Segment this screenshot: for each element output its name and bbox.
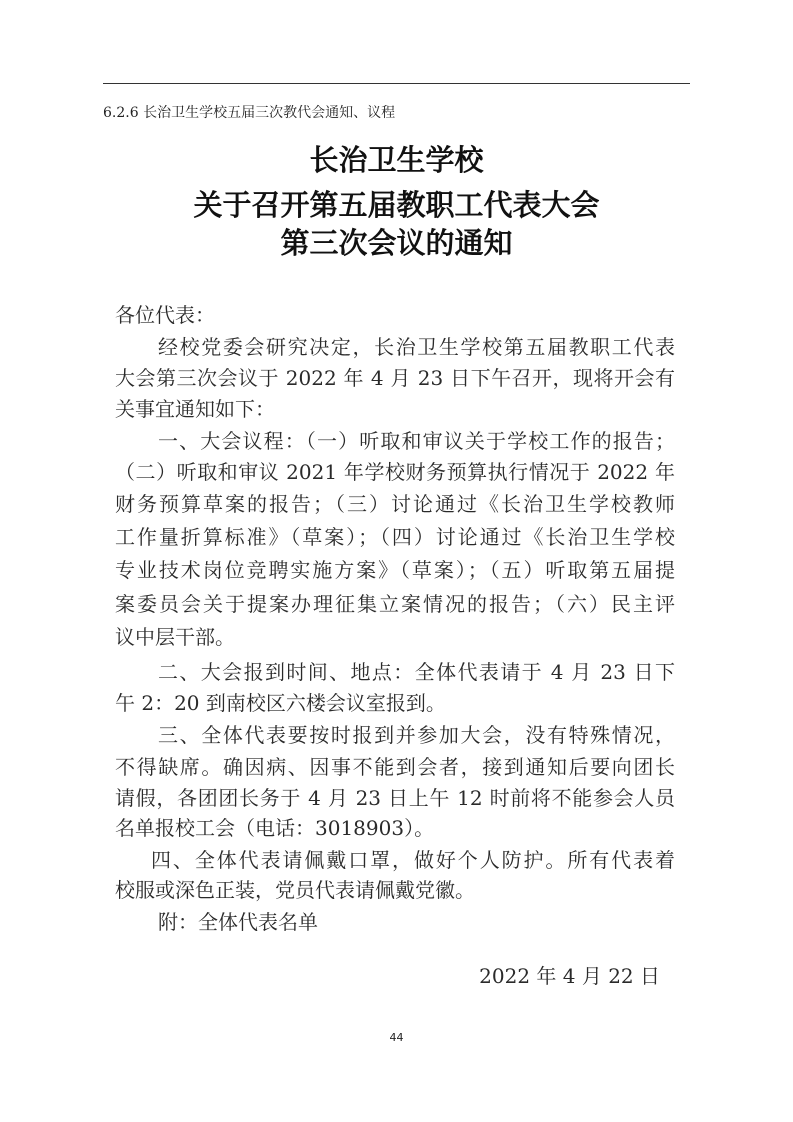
title-line-school: 长治卫生学校	[309, 143, 484, 177]
issue-date: 2022 年 4 月 22 日	[479, 964, 660, 988]
body-line: 请假，各团团长务于 4 月 23 日上午 12 时前将不能参会人员	[115, 786, 675, 810]
body-line: 议中层干部。	[115, 625, 235, 649]
header-rule	[103, 83, 690, 84]
agenda-item-3: 三、全体代表要按时报到并参加大会，没有特殊情况，	[158, 723, 675, 747]
agenda-item-4: 四、全体代表请佩戴口罩，做好个人防护。所有代表着	[151, 848, 675, 872]
title-line-notice: 第三次会议的通知	[280, 226, 513, 260]
body-line: 名单报校工会（电话：3018903）。	[115, 816, 435, 840]
title-line-subject: 关于召开第五届教职工代表大会	[193, 188, 600, 222]
body-line: （二）听取和审议 2021 年学校财务预算执行情况于 2022 年	[115, 460, 675, 484]
agenda-item-1: 一、大会议程：（一）听取和审议关于学校工作的报告；	[158, 429, 675, 453]
body-line: 大会第三次会议于 2022 年 4 月 23 日下午召开，现将开会有	[115, 366, 675, 390]
body-line: 关事宜通知如下：	[115, 397, 275, 421]
section-heading: 6.2.6 长治卫生学校五届三次教代会通知、议程	[103, 105, 396, 121]
body-line: 工作量折算标准》（草案）；（四）讨论通过《长治卫生学校	[115, 525, 675, 549]
body-line: 午 2：20 到南校区六楼会议室报到。	[115, 691, 446, 715]
body-line: 案委员会关于提案办理征集立案情况的报告；（六）民主评	[115, 592, 675, 616]
body-line: 不得缺席。确因病、因事不能到会者，接到通知后要向团长	[115, 755, 675, 779]
salutation: 各位代表：	[115, 303, 215, 327]
page-number: 44	[389, 1031, 404, 1044]
body-line: 经校党委会研究决定，长治卫生学校第五届教职工代表	[158, 335, 675, 359]
attachment-note: 附：全体代表名单	[158, 910, 318, 934]
body-line: 校服或深色正装，党员代表请佩戴党徽。	[115, 878, 475, 902]
body-line: 财务预算草案的报告；（三）讨论通过《长治卫生学校教师	[115, 492, 675, 516]
body-line: 专业技术岗位竞聘实施方案》（草案）；（五）听取第五届提	[115, 558, 675, 582]
agenda-item-2: 二、大会报到时间、地点：全体代表请于 4 月 23 日下	[158, 660, 675, 684]
